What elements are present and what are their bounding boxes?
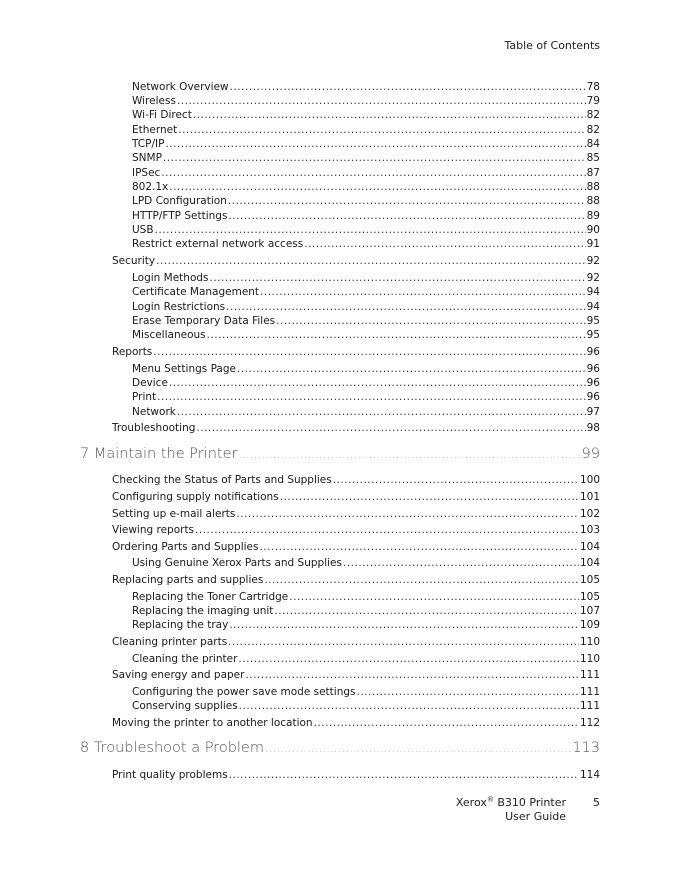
toc-entry[interactable]	[112, 421, 600, 435]
footer-model: B310 Printer	[497, 796, 566, 809]
toc-entry[interactable]	[132, 556, 600, 570]
footer-product-info	[456, 796, 566, 824]
toc-entry-page: 88	[586, 195, 600, 207]
toc-entry-page: 110	[579, 636, 600, 648]
toc-entry[interactable]	[132, 108, 600, 122]
toc-entry-page: 100	[579, 474, 600, 486]
toc-entry-page: 84	[586, 138, 600, 150]
toc-entry[interactable]	[112, 668, 600, 682]
toc-entry-page: 101	[579, 491, 600, 503]
toc-entry[interactable]	[132, 685, 600, 699]
toc-entry-page: 96	[586, 391, 600, 403]
toc-entry[interactable]	[132, 618, 600, 632]
dot-leader	[153, 345, 585, 359]
toc-entry[interactable]	[132, 180, 600, 194]
registered-mark: ®	[486, 795, 494, 804]
toc-entry-title: Miscellaneous	[132, 329, 206, 341]
dot-leader	[156, 254, 586, 268]
toc-entry-page: 94	[586, 301, 600, 313]
toc-entry-page: 111	[579, 686, 600, 698]
toc-entry[interactable]	[132, 137, 600, 151]
dot-leader	[259, 540, 578, 554]
dot-leader	[210, 271, 586, 285]
toc-entry-title: Print quality problems	[112, 769, 228, 781]
toc-entry-page: 107	[579, 605, 600, 617]
toc-entry-page: 102	[579, 508, 600, 520]
toc-entry-page: 78	[586, 81, 600, 93]
toc-entry[interactable]	[132, 390, 600, 404]
dot-leader	[163, 151, 586, 165]
dot-leader	[276, 314, 585, 328]
page-header-title: Table of Contents	[504, 39, 600, 52]
toc-entry[interactable]	[132, 405, 600, 419]
toc-entry-title: USB	[132, 224, 154, 236]
toc-entry-title: 802.1x	[132, 181, 169, 193]
toc-entry-page: 88	[586, 181, 600, 193]
toc-entry-page: 104	[579, 557, 600, 569]
footer-brand: Xerox	[455, 796, 487, 809]
toc-entry-title: TCP/IP	[132, 138, 165, 150]
dot-leader	[177, 94, 586, 108]
toc-entry-title: Checking the Status of Parts and Supplies	[112, 474, 332, 486]
dot-leader	[357, 685, 579, 699]
toc-entry-page: 104	[579, 541, 600, 553]
toc-entry[interactable]	[132, 300, 600, 314]
toc-entry-page: 96	[586, 346, 600, 358]
toc-entry-title: Login Methods	[132, 272, 209, 284]
toc-chapter-page: 113	[572, 740, 600, 756]
toc-entry-page: 82	[586, 124, 600, 136]
toc-chapter[interactable]	[80, 739, 600, 758]
toc-entry[interactable]	[132, 314, 600, 328]
toc-entry[interactable]	[132, 237, 600, 251]
toc-entry-title: IPSec	[132, 167, 161, 179]
toc-entry-title: LPD Configuration	[132, 195, 227, 207]
toc-entry-page: 111	[579, 669, 600, 681]
toc-chapter-title: 8 Troubleshoot a Problem	[80, 740, 264, 756]
dot-leader	[196, 421, 585, 435]
dot-leader	[229, 618, 579, 632]
toc-entry[interactable]	[132, 94, 600, 108]
dot-leader	[169, 376, 586, 390]
dot-leader	[207, 328, 586, 342]
dot-leader	[157, 390, 585, 404]
dot-leader	[230, 80, 586, 94]
toc-chapter-title: 7 Maintain the Printer	[80, 446, 238, 462]
toc-entry-page: 91	[586, 238, 600, 250]
toc-entry-title: Ordering Parts and Supplies	[112, 541, 259, 553]
dot-leader	[169, 180, 585, 194]
toc-entry-title: Network Overview	[132, 81, 229, 93]
dot-leader	[333, 473, 579, 487]
footer-guide: User Guide	[505, 810, 566, 823]
toc-entry-title: Replacing the tray	[132, 619, 229, 631]
toc-entry-page: 92	[586, 272, 600, 284]
toc-entry-page: 111	[579, 700, 600, 712]
toc-entry-title: Setting up e-mail alerts	[112, 508, 236, 520]
dot-leader	[280, 490, 579, 504]
dot-leader	[161, 166, 585, 180]
toc-entry-title: SNMP	[132, 152, 162, 164]
toc-entry-page: 110	[579, 653, 600, 665]
dot-leader	[236, 507, 579, 521]
toc-entry[interactable]	[132, 376, 600, 390]
toc-entry[interactable]	[112, 345, 600, 359]
toc-entry[interactable]	[132, 209, 600, 223]
toc-entry[interactable]	[112, 473, 600, 487]
toc-entry[interactable]	[112, 507, 600, 521]
dot-leader	[155, 223, 586, 237]
toc-entry[interactable]	[132, 151, 600, 165]
toc-entry[interactable]	[132, 194, 600, 208]
dot-leader	[245, 668, 579, 682]
toc-entry[interactable]	[132, 80, 600, 94]
toc-entry-title: Cleaning printer parts	[112, 636, 228, 648]
toc-entry-title: Ethernet	[132, 124, 178, 136]
toc-entry-page: 112	[579, 717, 600, 729]
toc-entry[interactable]	[112, 635, 600, 649]
dot-leader	[229, 768, 579, 782]
dot-leader	[165, 137, 585, 151]
toc-entry-page: 103	[579, 524, 600, 536]
toc-entry-title: Erase Temporary Data Files	[132, 315, 276, 327]
dot-leader	[264, 573, 579, 587]
toc-entry[interactable]	[112, 540, 600, 554]
toc-chapter[interactable]	[80, 445, 600, 464]
toc-entry[interactable]	[132, 362, 600, 376]
toc-entry-title: Wireless	[132, 95, 176, 107]
page-number: 5	[593, 796, 600, 809]
toc-entry-title: Login Restrictions	[132, 301, 226, 313]
toc-entry-title: Restrict external network access	[132, 238, 304, 250]
dot-leader	[238, 652, 579, 666]
toc-entry-page: 89	[586, 210, 600, 222]
toc-entry-title: Cleaning the printer	[132, 653, 238, 665]
toc-entry-title: Using Genuine Xerox Parts and Supplies	[132, 557, 342, 569]
dot-leader	[289, 590, 579, 604]
footer-product-line	[456, 796, 566, 810]
toc-entry[interactable]	[132, 123, 600, 137]
toc-entry-page: 95	[586, 329, 600, 341]
toc-entry-title: Viewing reports	[112, 524, 195, 536]
dot-leader	[314, 716, 579, 730]
toc-entry-title: Device	[132, 377, 168, 389]
toc-entry-page: 109	[579, 619, 600, 631]
dot-leader	[239, 446, 581, 464]
toc-entry-title: Conserving supplies	[132, 700, 238, 712]
toc-entry[interactable]	[132, 699, 600, 713]
toc-entry-title: Network	[132, 406, 176, 418]
toc-entry-page: 98	[586, 422, 600, 434]
toc-entry-title: Moving the printer to another location	[112, 717, 313, 729]
toc-entry-title: Replacing the Toner Cartridge	[132, 591, 289, 603]
toc-entry-page: 94	[586, 286, 600, 298]
toc-entry[interactable]	[112, 523, 600, 537]
toc-entry-title: Configuring the power save mode settings	[132, 686, 356, 698]
toc-entry-page: 95	[586, 315, 600, 327]
dot-leader	[177, 405, 586, 419]
toc-entry[interactable]	[132, 604, 600, 618]
toc-entry-title: Replacing parts and supplies	[112, 574, 264, 586]
dot-leader	[228, 209, 585, 223]
toc-entry[interactable]	[132, 223, 600, 237]
toc-entry-page: 79	[586, 95, 600, 107]
dot-leader	[193, 108, 586, 122]
dot-leader	[195, 523, 579, 537]
dot-leader	[226, 300, 585, 314]
toc-entry-title: Menu Settings Page	[132, 363, 236, 375]
toc-entry-page: 85	[586, 152, 600, 164]
toc-entry[interactable]	[132, 166, 600, 180]
dot-leader	[239, 699, 579, 713]
toc-entry[interactable]	[112, 716, 600, 730]
toc-entry-title: HTTP/FTP Settings	[132, 210, 228, 222]
toc-entry[interactable]	[112, 573, 600, 587]
toc-entry-page: 114	[579, 769, 600, 781]
toc-entry-title: Security	[112, 255, 156, 267]
toc-entry-page: 96	[586, 363, 600, 375]
dot-leader	[274, 604, 579, 618]
toc-entry-page: 92	[586, 255, 600, 267]
toc-entry-title: Configuring supply notifications	[112, 491, 279, 503]
toc-entry-page: 82	[586, 109, 600, 121]
toc-entry[interactable]	[132, 652, 600, 666]
dot-leader	[237, 362, 586, 376]
toc-entry[interactable]	[132, 271, 600, 285]
toc-entry[interactable]	[112, 768, 600, 782]
toc-entry-page: 87	[586, 167, 600, 179]
dot-leader	[265, 740, 571, 758]
toc-entry-title: Wi-Fi Direct	[132, 109, 192, 121]
toc-entry-title: Troubleshooting	[112, 422, 196, 434]
toc-entry[interactable]	[112, 490, 600, 504]
toc-entry[interactable]	[132, 285, 600, 299]
dot-leader	[304, 237, 585, 251]
dot-leader	[260, 285, 586, 299]
toc-entry[interactable]	[132, 328, 600, 342]
toc-entry-title: Certificate Management	[132, 286, 260, 298]
toc-entry-page: 90	[586, 224, 600, 236]
toc-entry[interactable]	[132, 590, 600, 604]
toc-entry-page: 105	[579, 574, 600, 586]
toc-entry-page: 97	[586, 406, 600, 418]
toc-entry-title: Reports	[112, 346, 153, 358]
toc-entry-title: Replacing the imaging unit	[132, 605, 274, 617]
dot-leader	[178, 123, 585, 137]
toc-entry-page: 96	[586, 377, 600, 389]
dot-leader	[343, 556, 579, 570]
toc-entry-title: Print	[132, 391, 157, 403]
dot-leader	[228, 635, 579, 649]
toc-entry-title: Saving energy and paper	[112, 669, 245, 681]
toc-entry-page: 105	[579, 591, 600, 603]
dot-leader	[228, 194, 586, 208]
toc-entry[interactable]	[112, 254, 600, 268]
toc-chapter-page: 99	[581, 446, 600, 462]
